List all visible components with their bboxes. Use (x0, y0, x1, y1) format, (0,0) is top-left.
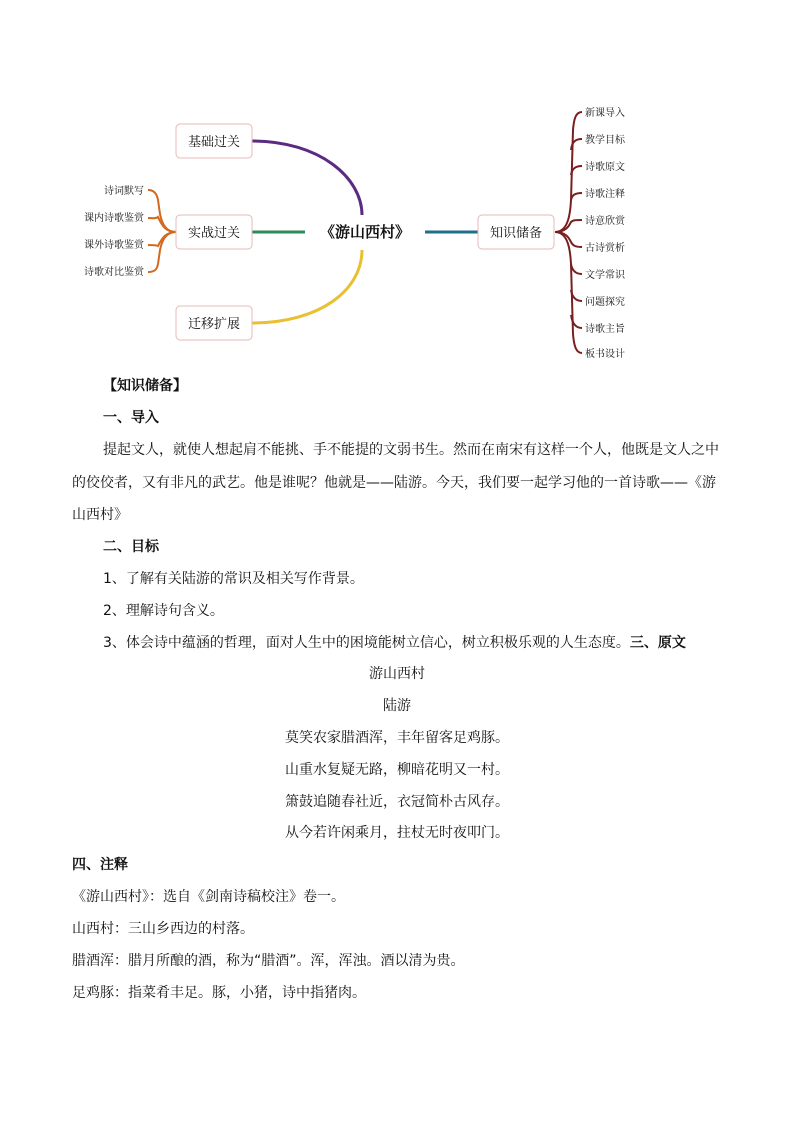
node-zhishi: 知识储备 (489, 226, 543, 241)
note-4: 足鸡豚：指菜肴丰足。豚，小猪，诗中指猪肉。 (72, 985, 366, 1001)
right-sub-5: 古诗赏析 (585, 243, 625, 254)
poem-author: 陆游 (383, 698, 411, 714)
node-jichu: 基础过关 (187, 135, 241, 150)
right-sub-0: 新课导入 (585, 108, 625, 119)
goal-3 (103, 634, 686, 652)
poem-title: 游山西村 (369, 666, 425, 682)
note-2: 山西村：三山乡西边的村落。 (72, 921, 254, 937)
right-sub-9: 板书设计 (585, 349, 625, 360)
intro-line-2: 的佼佼者，又有非凡的武艺。他是谁呢？他就是——陆游。今天，我们要一起学习他的一首诗歌——《游 (72, 475, 716, 491)
heading-notes: 四、注释 (72, 857, 128, 873)
heading-intro: 一、导入 (103, 410, 159, 426)
center-node: 《游山西村》 (319, 223, 411, 241)
section-title: 【知识储备】 (103, 378, 187, 394)
note-3: 腊酒浑：腊月所酿的酒，称为“腊酒”。浑，浑浊。酒以清为贵。 (72, 953, 465, 969)
poem-line-3: 箫鼓追随春社近，衣冠简朴古风存。 (285, 794, 509, 810)
goal-1: 1、了解有关陆游的常识及相关写作背景。 (103, 571, 364, 587)
node-shizhan: 实战过关 (187, 226, 241, 241)
right-sub-8: 诗歌主旨 (585, 324, 625, 335)
heading-goals: 二、目标 (103, 539, 159, 555)
right-sub-3: 诗歌注释 (585, 189, 625, 200)
intro-line-3: 山西村》 (72, 507, 128, 523)
left-sub-2: 课外诗歌鉴赏 (84, 240, 144, 251)
node-qianyi: 迁移扩展 (187, 317, 241, 332)
left-sub-1: 课内诗歌鉴赏 (84, 213, 144, 224)
right-sub-2: 诗歌原文 (585, 162, 625, 173)
poem-line-1: 莫笑农家腊酒浑，丰年留客足鸡豚。 (285, 730, 509, 746)
left-sub-3: 诗歌对比鉴赏 (84, 267, 144, 278)
right-sub-4: 诗意欣赏 (585, 216, 625, 227)
note-1: 《游山西村》：选自《剑南诗稿校注》卷一。 (72, 889, 345, 905)
goal-2: 2、理解诗句含义。 (103, 603, 224, 619)
right-sub-7: 问题探究 (585, 297, 625, 308)
heading-original: 三、原文 (629, 635, 686, 651)
poem-line-2: 山重水复疑无路，柳暗花明又一村。 (285, 762, 509, 778)
right-sub-1: 教学目标 (585, 135, 625, 146)
right-sub-6: 文学常识 (585, 270, 625, 281)
left-sub-0: 诗词默写 (104, 186, 144, 197)
goal-3-text: 3、体会诗中蕴涵的哲理，面对人生中的困境能树立信心，树立积极乐观的人生态度。 (103, 635, 630, 651)
poem-line-4: 从今若许闲乘月，拄杖无时夜叩门。 (285, 825, 509, 841)
intro-line-1: 提起文人，就使人想起肩不能挑、手不能提的文弱书生。然而在南宋有这样一个人，他既是文人之中 (103, 442, 719, 458)
